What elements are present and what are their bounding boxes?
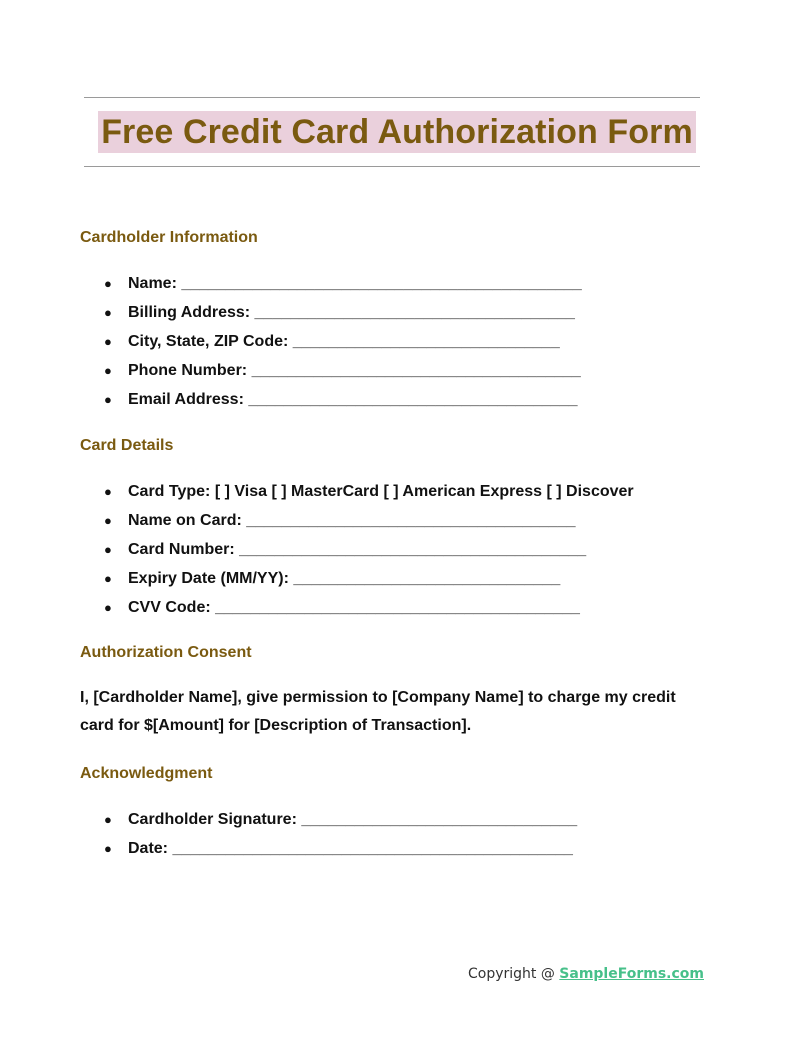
card-details-heading: Card Details: [80, 437, 174, 454]
field-name-on-card: Name on Card: _____________________________________: [128, 512, 576, 529]
field-email: Email Address: _____________________________________: [128, 391, 578, 408]
consent-text: I, [Cardholder Name], give permission to [Company Name] to charge my credit card for $[Amount] for [Description of Transaction].: [80, 689, 676, 734]
list-item-cvv[interactable]: [80, 598, 634, 627]
list-item-date[interactable]: [80, 839, 577, 868]
list-item-signature[interactable]: [80, 810, 577, 839]
field-date: Date: _____________________________________________: [128, 840, 573, 857]
copyright-footer: [468, 966, 704, 982]
bullet-icon: ●: [104, 542, 112, 557]
bullet-icon: ●: [104, 571, 112, 586]
field-card-number: Card Number: _______________________________________: [128, 541, 587, 558]
list-item-expiry-date[interactable]: [80, 569, 634, 598]
list-item-phone[interactable]: [80, 361, 582, 390]
bullet-icon: ●: [104, 600, 112, 615]
acknowledgment-list: [80, 810, 577, 868]
field-expiry-date: Expiry Date (MM/YY): ______________________________: [128, 570, 561, 587]
title-container: [0, 111, 794, 153]
list-item-name[interactable]: [80, 274, 582, 303]
sampleforms-link[interactable]: SampleForms.com: [559, 966, 704, 982]
bullet-icon: ●: [104, 276, 112, 291]
consent-heading: Authorization Consent: [80, 644, 252, 661]
bullet-icon: ●: [104, 305, 112, 320]
list-item-billing-address[interactable]: [80, 303, 582, 332]
page-title: Free Credit Card Authorization Form: [98, 111, 696, 153]
field-phone: Phone Number: _____________________________________: [128, 362, 581, 379]
list-item-card-type[interactable]: [80, 482, 634, 511]
bullet-icon: ●: [104, 334, 112, 349]
bullet-icon: ●: [104, 841, 112, 856]
list-item-email[interactable]: [80, 390, 582, 419]
card-details-list: [80, 482, 634, 627]
field-city-state-zip: City, State, ZIP Code: ______________________________: [128, 333, 560, 350]
acknowledgment-heading: Acknowledgment: [80, 765, 213, 782]
title-bottom-divider: [84, 166, 700, 167]
cardholder-list: [80, 274, 582, 419]
field-name: Name: _____________________________________________: [128, 275, 582, 292]
bullet-icon: ●: [104, 392, 112, 407]
bullet-icon: ●: [104, 484, 112, 499]
bullet-icon: ●: [104, 363, 112, 378]
field-signature: Cardholder Signature: _______________________________: [128, 811, 578, 828]
title-top-divider: [84, 97, 700, 98]
bullet-icon: ●: [104, 513, 112, 528]
list-item-name-on-card[interactable]: [80, 511, 634, 540]
field-cvv: CVV Code: _________________________________________: [128, 599, 580, 616]
list-item-card-number[interactable]: [80, 540, 634, 569]
list-item-city-state-zip[interactable]: [80, 332, 582, 361]
field-card-type: Card Type: [ ] Visa [ ] MasterCard [ ] American Express [ ] Discover: [128, 483, 634, 500]
copyright-prefix: Copyright @: [467, 966, 560, 982]
bullet-icon: ●: [104, 812, 112, 827]
cardholder-heading: Cardholder Information: [80, 229, 258, 246]
field-billing-address: Billing Address: ____________________________________: [128, 304, 575, 321]
